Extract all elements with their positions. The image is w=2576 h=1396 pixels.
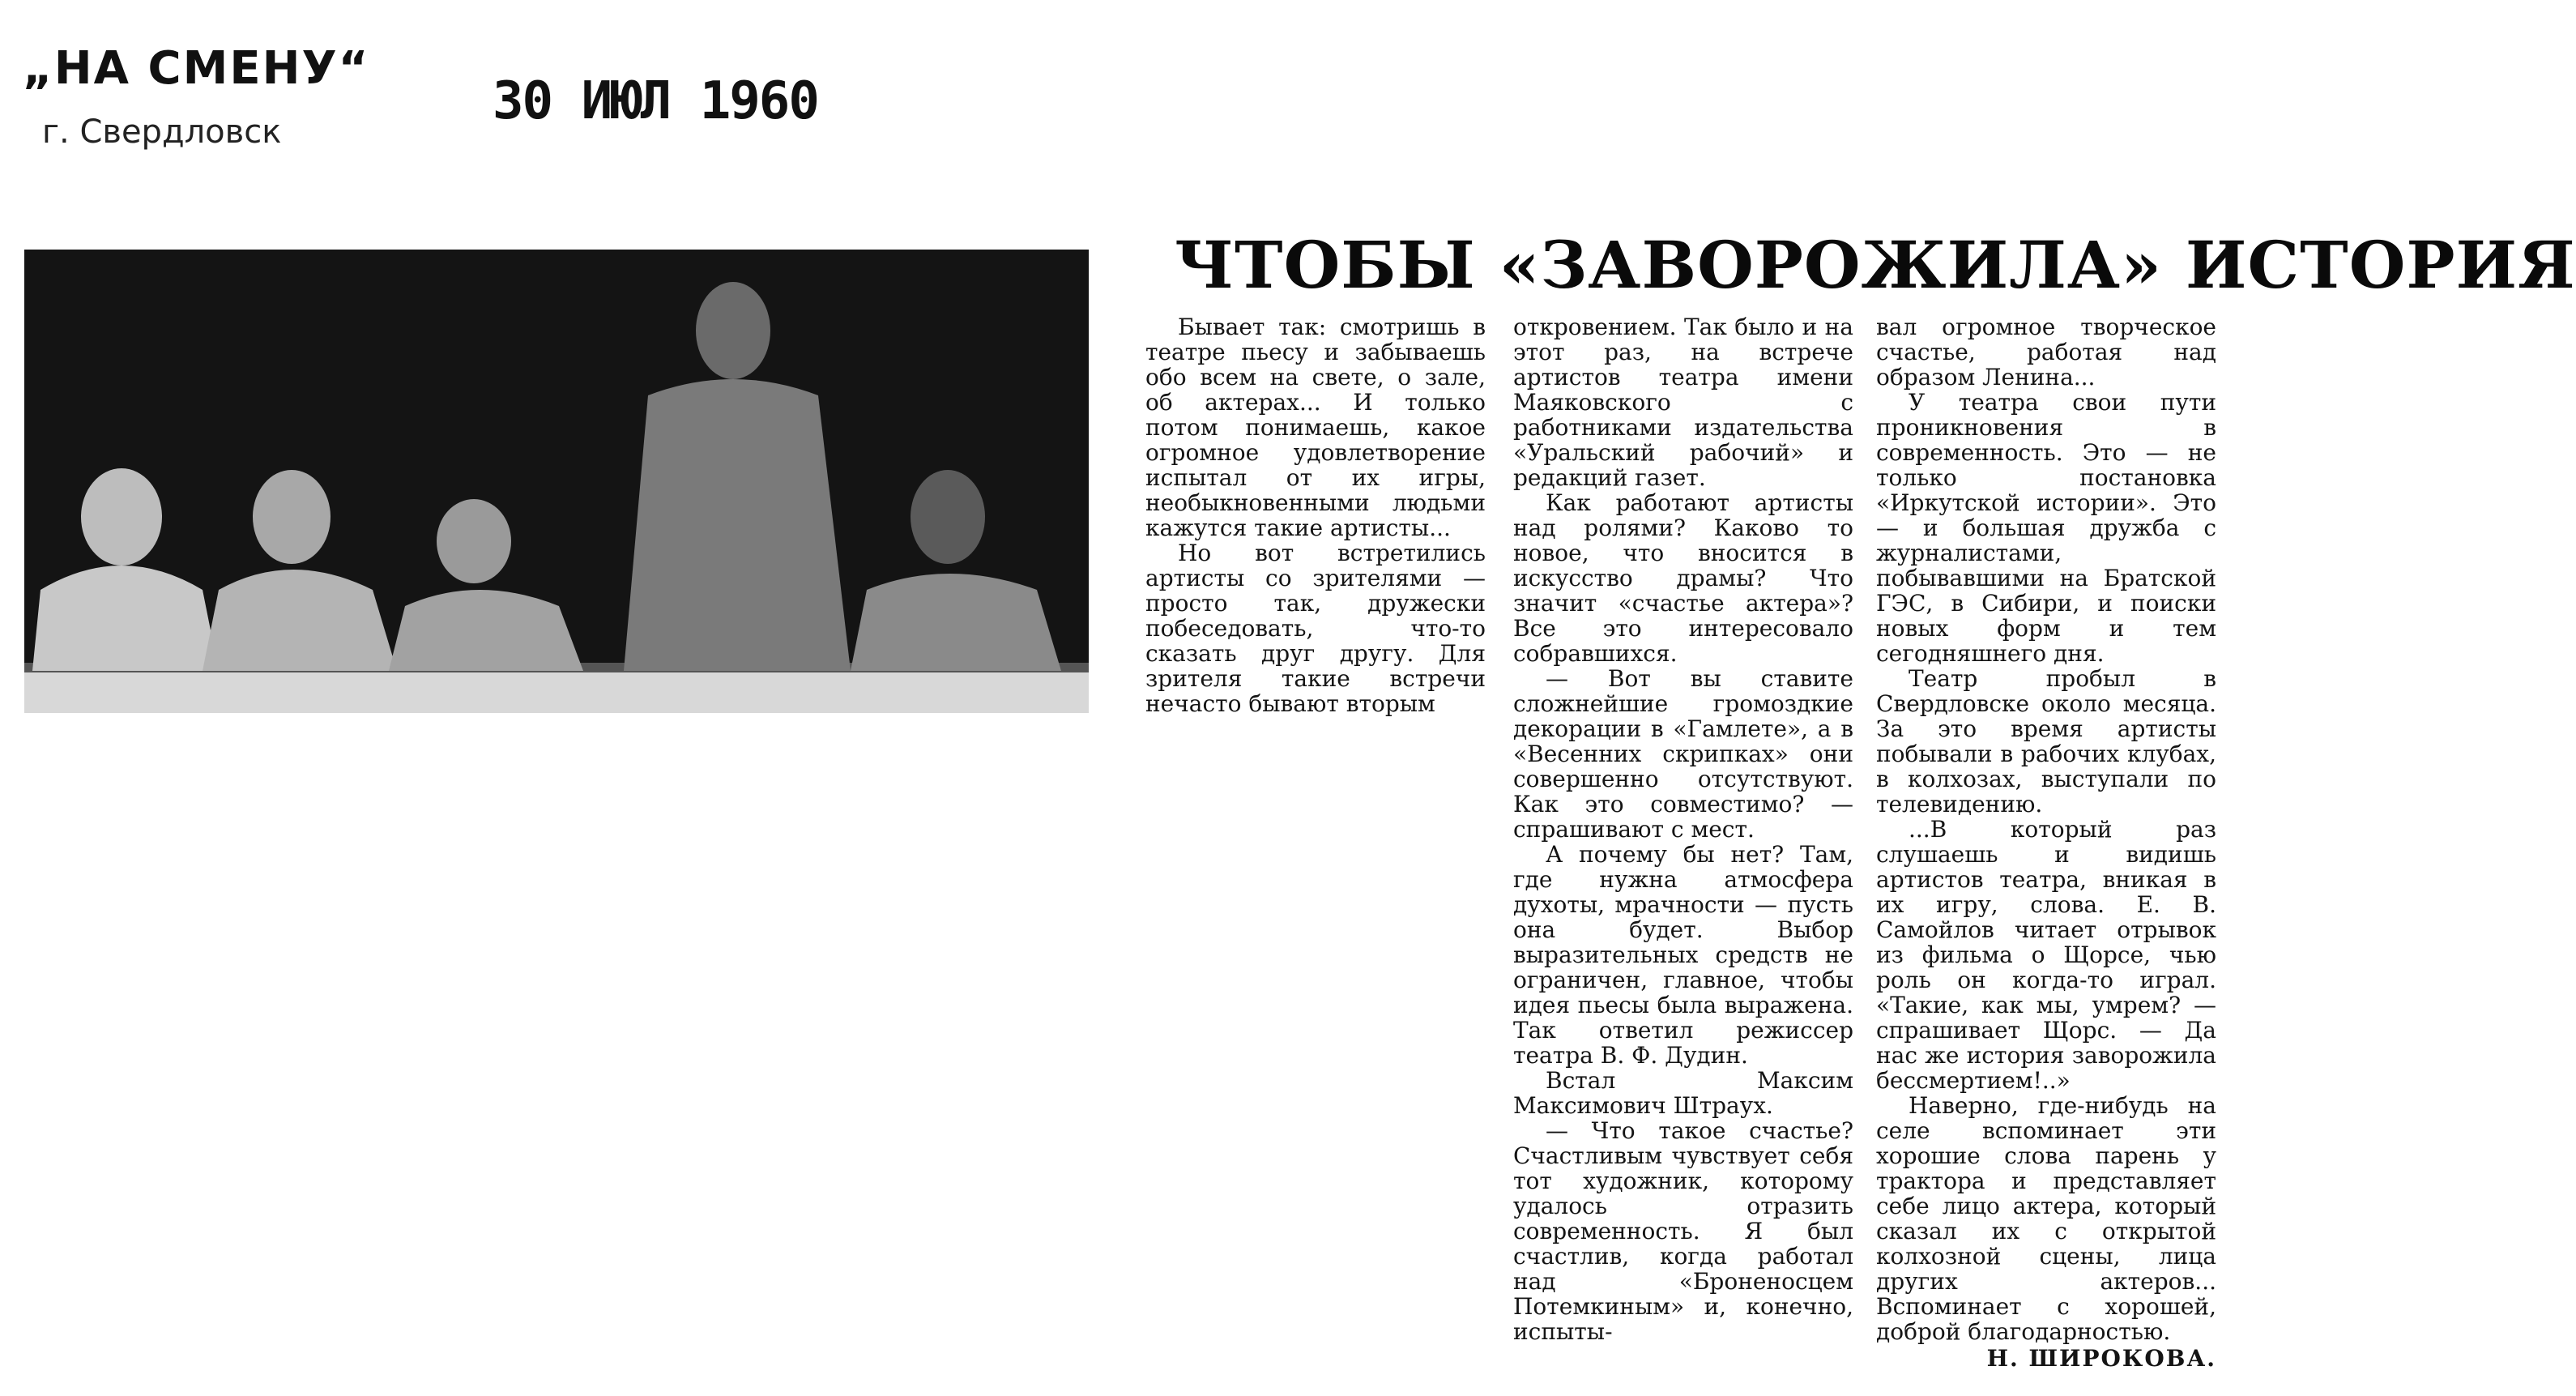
- paragraph: вал огромное творческое счастье, работая над образом Ленина...: [1876, 314, 2216, 391]
- paragraph: Но вот встретились артисты со зрителями — просто так, дружески побеседовать, что-то сказать друг другу. Для зрителя такие встречи нечасто бывают вторым: [1145, 540, 1486, 717]
- paragraph: Бывает так: смотришь в театре пьесу и забываешь обо всем на свете, о зале, об актерах... И только потом понимаешь, какое огромное удовлетворение испытал от их игры, необыкновенными людьми кажутся такие артисты...: [1145, 314, 1486, 541]
- paragraph: Театр пробыл в Свердловске около месяца. За это время артисты побывали в рабочих клубах, в колхозах, выступали по телевидению.: [1876, 665, 2216, 818]
- article-column-1: [1145, 314, 1486, 716]
- article-column-2: [1513, 314, 1853, 1344]
- article-column-3: [1876, 314, 2216, 1371]
- paragraph: Наверно, где-нибудь на селе вспоминает эти хорошие слова парень у трактора и представляет себе лицо актера, который сказал их с открытой колхозной сцены, лица других актеров... Вспоминает с хорошей, доброй благодарностью.: [1876, 1092, 2216, 1345]
- paragraph: — Что такое счастье? Счастливым чувствует себя тот художник, которому удалось отразить современность. Я был счастлив, когда работал над «Броненосцем Потемкиным» и, конечно, испыты-: [1513, 1117, 1853, 1345]
- paragraph: У театра свои пути проникновения в современность. Это — не только постановка «Иркутской истории». Это — и большая дружба с журналистами, побывавшими на Братской ГЭС, в Сибири, и поиски новых форм и тем сегодняшнего дня.: [1876, 389, 2216, 667]
- paragraph: Встал Максим Максимович Штраух.: [1513, 1067, 1853, 1119]
- paragraph: — Вот вы ставите сложнейшие громоздкие декорации в «Гамлете», а в «Весенних скрипках» они совершенно отсутствуют. Как это совместимо? — спрашивают с мест.: [1513, 665, 1853, 843]
- paragraph: А почему бы нет? Там, где нужна атмосфера духоты, мрачности — пусть она будет. Выбор выразительных средств не ограничен, главное, чтобы идея пьесы была выражена. Так ответил режиссер театра В. Ф. Дудин.: [1513, 841, 1853, 1069]
- paragraph: откровением. Так было и на этот раз, на встрече артистов театра имени Маяковского с работниками издательства «Уральский рабочий» и редакций газет.: [1513, 314, 1853, 491]
- article-photo: [24, 250, 1089, 713]
- date-stamp: 30 ИЮЛ 1960: [493, 71, 818, 131]
- photo-scene: [24, 250, 1089, 713]
- article-headline: ЧТОБЫ «ЗАВОРОЖИЛА» ИСТОРИЯ: [1175, 227, 2576, 303]
- paragraph: Как работают артисты над ролями? Каково то новое, что вносится в искусство драмы? Что значит «счастье актера»? Все это интересовало собравшихся.: [1513, 489, 1853, 667]
- author-byline: Н. ШИРОКОВА.: [1986, 1345, 2216, 1372]
- newspaper-city: г. Свердловск: [42, 113, 282, 151]
- newspaper-name: „НА СМЕНУ“: [23, 42, 370, 95]
- paragraph: ...В который раз слушаешь и видишь артистов театра, вникая в их игру, слова. Е. В. Самойлов читает отрывок из фильма о Щорсе, чью роль он когда-то играл. «Такие, как мы, умрем? — спрашивает Щорс. — Да нас же история заворожила бессмертием!..»: [1876, 816, 2216, 1094]
